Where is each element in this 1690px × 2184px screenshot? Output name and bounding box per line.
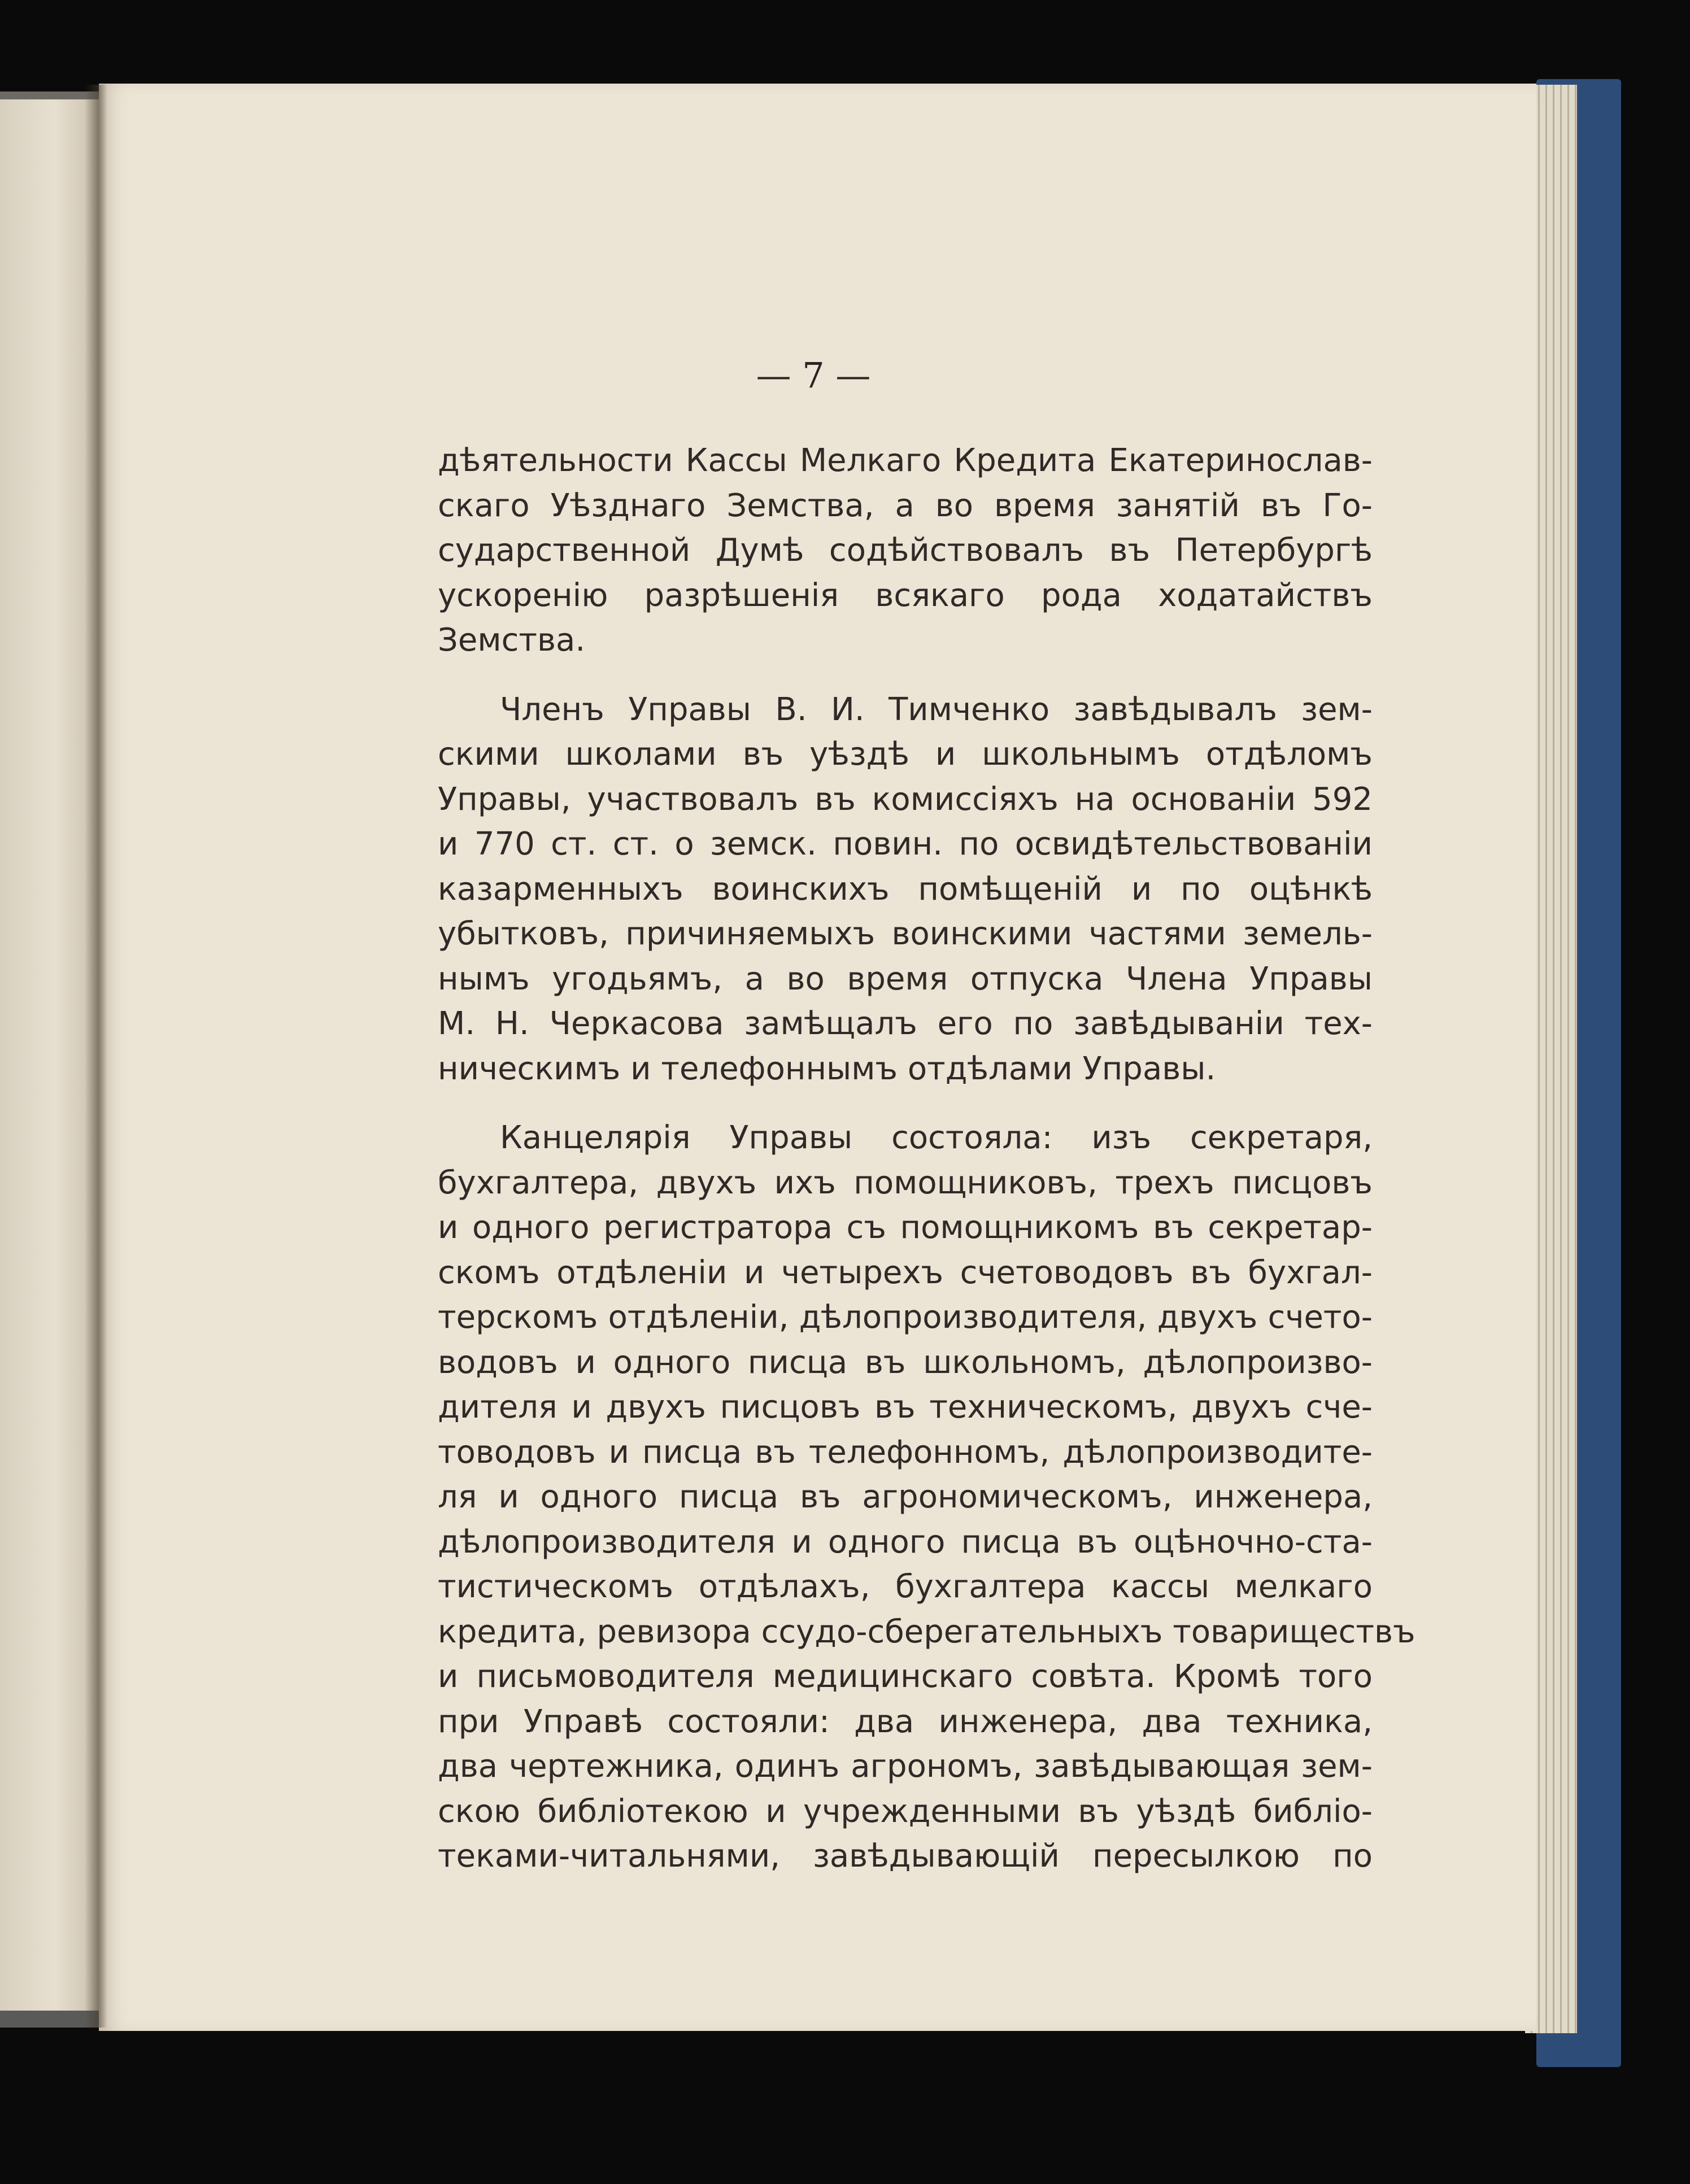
paragraph-2	[438, 687, 1373, 1092]
text-line: терскомъ отдѣленіи, дѣлопроизводителя, двухъ счето-	[438, 1299, 1373, 1336]
paragraph-gap	[438, 663, 1373, 687]
text-line: и 770 ст. ст. о земск. повин. по освидѣтельствованіи	[438, 826, 1373, 862]
text-line: и письмоводителя медицинскаго совѣта. Кромѣ того	[438, 1658, 1373, 1695]
text-line: при Управѣ состояли: два инженера, два техника,	[438, 1703, 1373, 1740]
paragraph-gap	[438, 1091, 1373, 1115]
text-line: скомъ отдѣленіи и четырехъ счетоводовъ въ бухгал-	[438, 1254, 1373, 1291]
text-line: скою библіотекою и учрежденными въ уѣздѣ библіо-	[438, 1793, 1373, 1830]
text-line: дѣятельности Кассы Мелкаго Кредита Екатеринослав-	[438, 442, 1373, 479]
body-text	[438, 438, 1415, 1879]
text-line: Земства.	[438, 622, 586, 659]
text-line: ускоренію разрѣшенія всякаго рода ходатайствъ	[438, 577, 1373, 614]
text-line: Канцелярія Управы состояла: изъ секретаря,	[500, 1119, 1373, 1156]
text-line: нымъ угодьямъ, а во время отпуска Члена Управы	[438, 960, 1373, 997]
text-line: два чертежника, одинъ агрономъ, завѣдывающая зем-	[438, 1748, 1373, 1785]
paragraph-1	[438, 438, 1373, 663]
text-line: ническимъ и телефоннымъ отдѣлами Управы.	[438, 1050, 1216, 1087]
text-line: скими школами въ уѣздѣ и школьнымъ отдѣломъ	[438, 736, 1373, 773]
paragraph-3	[438, 1115, 1415, 1879]
text-line: товодовъ и писца въ телефонномъ, дѣлопроизводите-	[438, 1433, 1373, 1471]
text-line: бухгалтера, двухъ ихъ помощниковъ, трехъ писцовъ	[438, 1164, 1373, 1201]
text-line: дѣлопроизводителя и одного писца въ оцѣночно-ста-	[438, 1523, 1373, 1560]
page-number: — 7 —	[756, 355, 871, 396]
text-line: дителя и двухъ писцовъ въ техническомъ, двухъ сче-	[438, 1389, 1373, 1426]
left-page	[0, 91, 99, 2024]
left-cover-edge	[0, 2011, 99, 2028]
text-line: тистическомъ отдѣлахъ, бухгалтера кассы мелкаго	[438, 1568, 1373, 1605]
spine-shadow	[85, 85, 107, 2028]
text-line: казарменныхъ воинскихъ помѣщеній и по оцѣнкѣ	[438, 870, 1373, 908]
text-line: М. Н. Черкасова замѣщалъ его по завѣдываніи тех-	[438, 1005, 1373, 1042]
text-line: ля и одного писца въ агрономическомъ, инженера,	[438, 1479, 1373, 1515]
book-page	[99, 84, 1536, 2031]
text-line: скаго Уѣзднаго Земства, а во время занятій въ Го-	[438, 487, 1373, 524]
text-line: водовъ и одного писца въ школьномъ, дѣлопроизво-	[438, 1344, 1373, 1381]
text-line: Управы, участвовалъ въ комиссіяхъ на основаніи 592	[438, 781, 1373, 818]
text-line: Членъ Управы В. И. Тимченко завѣдывалъ зем-	[500, 691, 1373, 728]
text-line: теками-читальнями, завѣдывающій пересылкою по	[438, 1838, 1373, 1875]
text-line: сударственной Думѣ содѣйствовалъ въ Петербургѣ	[438, 532, 1373, 569]
text-line: кредита, ревизора ссудо-сберегательныхъ товариществъ	[438, 1613, 1415, 1650]
text-line: убытковъ, причиняемыхъ воинскими частями земель-	[438, 916, 1373, 952]
text-line: и одного регистратора съ помощникомъ въ секретар-	[438, 1209, 1373, 1246]
